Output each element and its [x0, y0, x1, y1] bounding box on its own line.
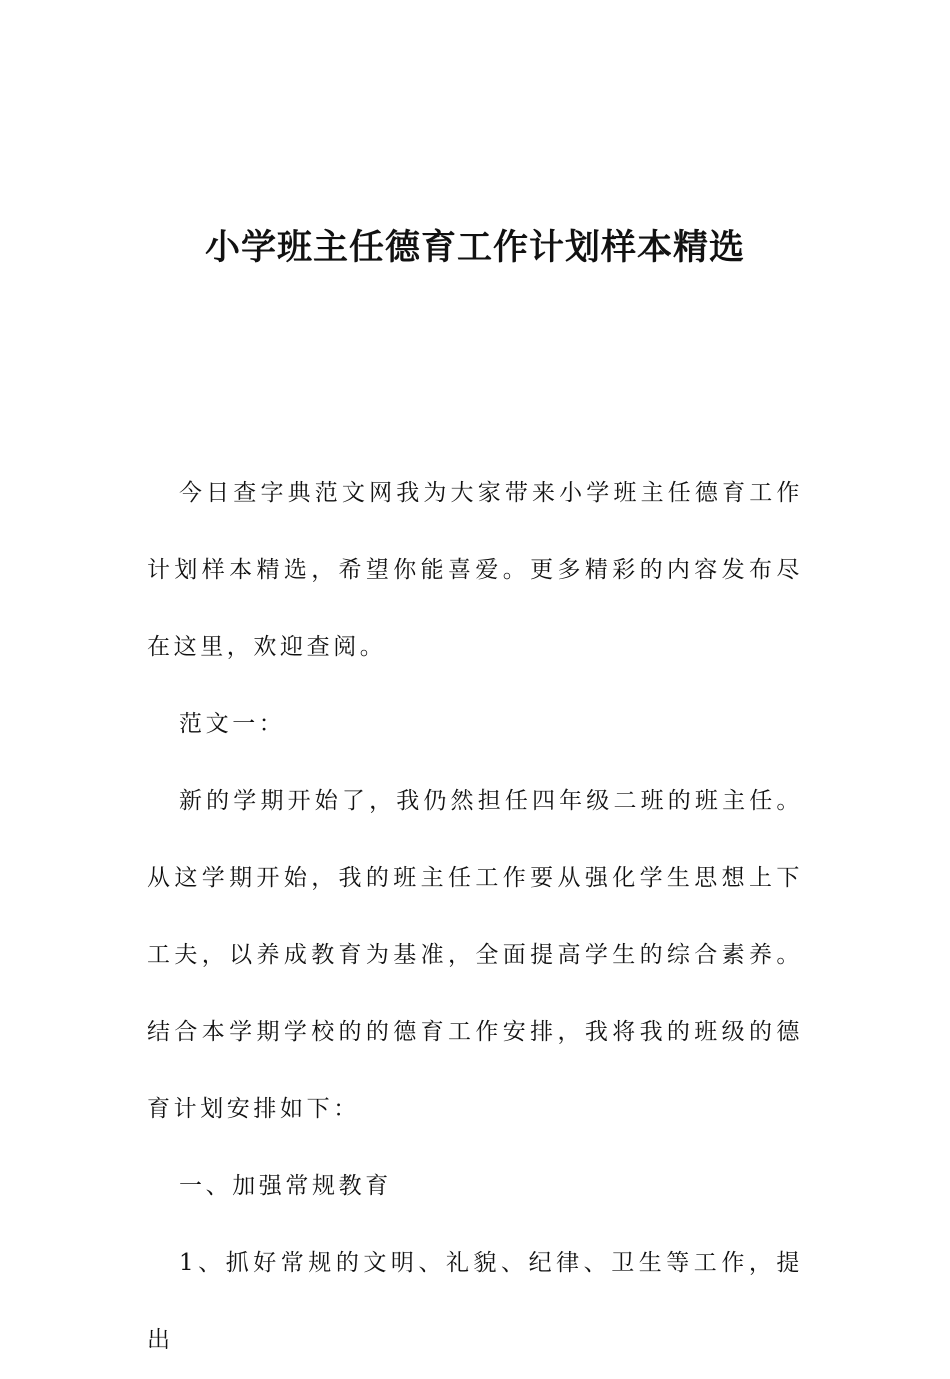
- paragraph-item-1: 1、抓好常规的文明、礼貌、纪律、卫生等工作，提出: [147, 1250, 803, 1353]
- document-body: [147, 455, 803, 1379]
- paragraph-intro: 今日查字典范文网我为大家带来小学班主任德育工作计划样本精选，希望你能喜爱。更多精彩的内容发布尽在这里，欢迎查阅。: [147, 480, 803, 660]
- paragraph-sample-body: 新的学期开始了，我仍然担任四年级二班的班主任。从这学期开始，我的班主任工作要从强化学生思想上下工夫，以养成教育为基准，全面提高学生的综合素养。结合本学期学校的的德育工作安排，我将我的班级的德育计划安排如下：: [147, 788, 803, 1122]
- section-heading-routine-education: 一、加强常规教育: [179, 1173, 392, 1199]
- paragraph-sample-heading: 范文一：: [179, 711, 286, 737]
- document-title: 小学班主任德育工作计划样本精选: [204, 228, 745, 268]
